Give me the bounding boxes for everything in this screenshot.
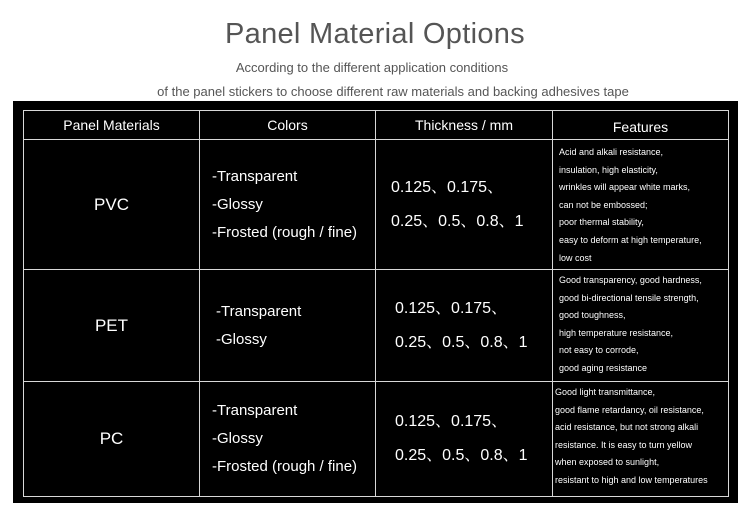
color-option: -Transparent <box>212 402 298 419</box>
feature-line: Acid and alkali resistance, <box>559 147 664 157</box>
thickness-values: 0.25、0.5、0.8、1 <box>391 212 524 230</box>
color-option: -Transparent <box>216 302 302 320</box>
feature-line: poor thermal stability, <box>559 217 644 228</box>
subtitle-line-2: of the panel stickers to choose different raw materials and backing adhesives tape <box>157 84 629 99</box>
colors-cell-pet <box>199 269 376 382</box>
thickness-values: 0.125、0.175、 <box>391 178 504 196</box>
features-cell-pvc <box>552 139 729 270</box>
header-panel-materials: Panel Materials <box>23 110 200 140</box>
feature-line: good flame retardancy, oil resistance, <box>555 404 704 415</box>
feature-line: good toughness, <box>559 310 626 321</box>
page-title: Panel Material Options <box>225 18 525 50</box>
color-option: -Transparent <box>212 167 298 185</box>
color-option: -Frosted (rough / fine) <box>212 458 358 475</box>
header-thickness: Thickness / mm <box>375 110 553 140</box>
feature-line: good aging resistance <box>559 362 648 373</box>
thickness-values: 0.25、0.5、0.8、1 <box>395 333 528 351</box>
features-cell-pc <box>552 381 729 497</box>
feature-line: easy to deform at high temperature, <box>559 234 702 245</box>
feature-line: high temperature resistance, <box>559 327 674 338</box>
feature-line: acid resistance, but not strong alkali <box>555 422 699 433</box>
feature-line: resistant to high and low temperatures <box>555 474 708 485</box>
colors-cell-pvc <box>199 139 376 270</box>
feature-line: good bi-directional tensile strength, <box>559 292 699 303</box>
feature-line: insulation, high elasticity, <box>559 164 658 175</box>
thickness-values: 0.125、0.175、 <box>395 413 508 430</box>
color-option: -Glossy <box>212 195 263 213</box>
header-colors: Colors <box>199 110 376 140</box>
features-cell-pet <box>552 269 729 382</box>
thickness-cell-pet <box>375 269 553 382</box>
feature-line: can not be embossed; <box>559 199 648 210</box>
material-pc: PC <box>23 381 200 497</box>
feature-line: Good light transmittance, <box>555 387 656 397</box>
color-option: -Glossy <box>216 330 267 348</box>
feature-line: resistance. It is easy to turn yellow <box>555 439 693 450</box>
feature-line: Good transparency, good hardness, <box>559 275 702 285</box>
material-pvc: PVC <box>23 139 200 270</box>
colors-cell-pc <box>199 381 376 497</box>
feature-line: low cost <box>559 252 592 263</box>
feature-line: when exposed to sunlight, <box>555 457 660 468</box>
materials-table <box>13 101 738 503</box>
thickness-values: 0.25、0.5、0.8、1 <box>395 447 528 464</box>
header-features: Features <box>552 110 729 140</box>
color-option: -Glossy <box>212 430 263 447</box>
material-pet: PET <box>23 269 200 382</box>
thickness-values: 0.125、0.175、 <box>395 299 508 317</box>
feature-line: not easy to corrode, <box>559 345 639 356</box>
subtitle-line-1: According to the different application conditions <box>235 60 509 75</box>
color-option: -Frosted (rough / fine) <box>212 223 358 241</box>
feature-line: wrinkles will appear white marks, <box>559 182 691 193</box>
thickness-cell-pc <box>375 381 553 497</box>
thickness-cell-pvc <box>375 139 553 270</box>
